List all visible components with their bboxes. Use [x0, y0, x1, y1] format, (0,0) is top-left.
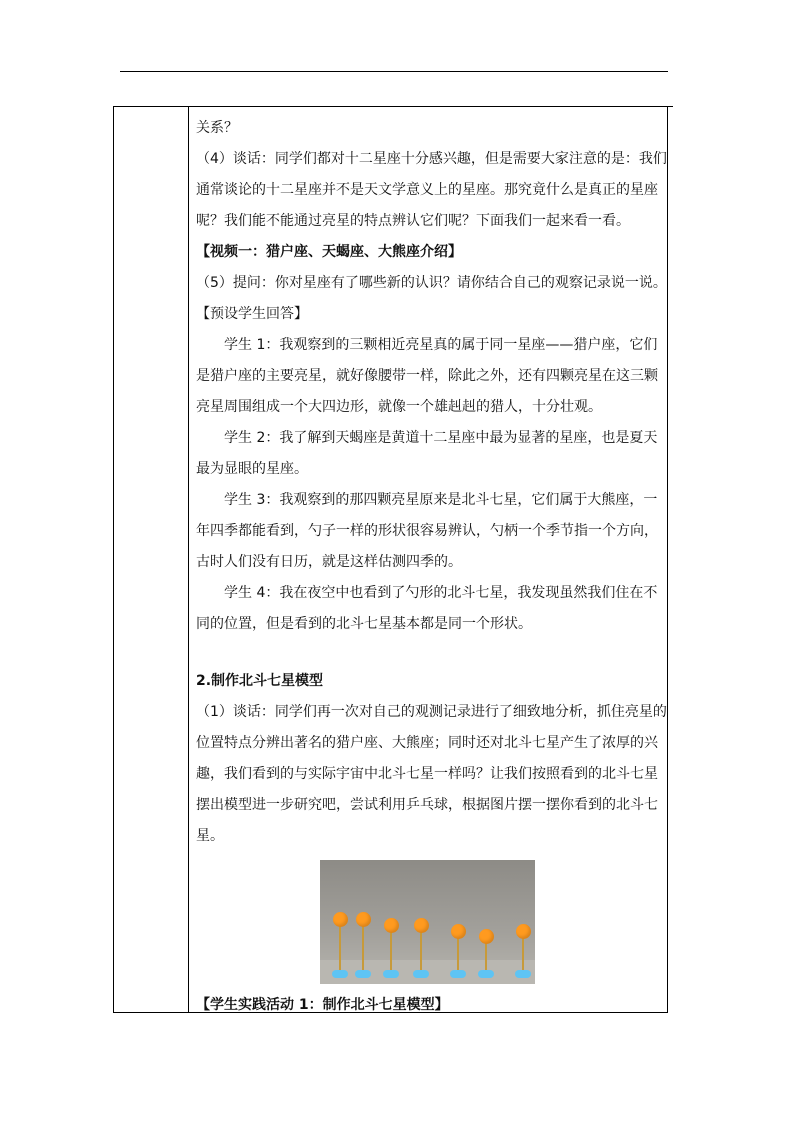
text-line: 是猎户座的主要亮星，就好像腰带一样，除此之外，还有四颗亮星在这三颗 [196, 368, 658, 384]
ping-pong-ball [356, 912, 371, 927]
model-base [332, 970, 348, 978]
content-cell [196, 113, 667, 1021]
ping-pong-ball [451, 924, 466, 939]
text-line: 同的位置，但是看到的北斗七星基本都是同一个形状。 [196, 616, 532, 632]
ping-pong-ball [333, 912, 348, 927]
text-line: 关系？ [196, 120, 238, 136]
text-line: 位置特点分辨出著名的猎户座、大熊座；同时还对北斗七星产生了浓厚的兴 [196, 735, 658, 751]
left-column-cell [114, 107, 189, 1012]
text-line: 学生 1：我观察到的三颗相近亮星真的属于同一星座——猎户座，它们 [224, 337, 658, 353]
model-base [478, 970, 494, 978]
activity-heading: 【学生实践活动 1：制作北斗七星模型】 [196, 997, 449, 1013]
model-base [383, 970, 399, 978]
text-line: （5）提问：你对星座有了哪些新的认识？请你结合自己的观察记录说一说。 [196, 275, 667, 291]
text-line: 年四季都能看到，勺子一样的形状很容易辨认，勺柄一个季节指一个方向， [196, 523, 658, 539]
ping-pong-ball [479, 929, 494, 944]
model-stick [390, 932, 392, 972]
big-dipper-model-photo [320, 860, 535, 984]
text-line: 亮星周围组成一个大四边形，就像一个雄赳赳的猎人，十分壮观。 [196, 399, 602, 415]
model-stick [420, 932, 422, 972]
model-base [413, 970, 429, 978]
ping-pong-ball [516, 924, 531, 939]
text-line: 最为显眼的星座。 [196, 461, 308, 477]
ping-pong-ball [384, 918, 399, 933]
model-base [355, 970, 371, 978]
text-line: 星。 [196, 828, 224, 844]
text-line: 呢？我们能不能通过亮星的特点辨认它们呢？下面我们一起来看一看。 [196, 213, 630, 229]
model-base [450, 970, 466, 978]
text-line: 趣，我们看到的与实际宇宙中北斗七星一样吗？让我们按照看到的北斗七星 [196, 766, 658, 782]
model-stick [485, 943, 487, 972]
ping-pong-ball [414, 918, 429, 933]
model-stick [362, 926, 364, 972]
text-line: 摆出模型进一步研究吧，尝试利用乒乓球，根据图片摆一摆你看到的北斗七 [196, 797, 658, 813]
text-line: 通常谈论的十二星座并不是天文学意义上的星座。那究竟什么是真正的星座 [196, 182, 658, 198]
model-stick [457, 938, 459, 972]
text-line: 【预设学生回答】 [196, 306, 308, 322]
text-line: 学生 2：我了解到天蝎座是黄道十二星座中最为显著的星座，也是夏天 [224, 430, 658, 446]
model-base [515, 970, 531, 978]
text-line: 学生 3：我观察到的那四颗亮星原来是北斗七星，它们属于大熊座，一 [224, 492, 658, 508]
lesson-table [113, 106, 668, 1013]
text-line: 学生 4：我在夜空中也看到了勺形的北斗七星，我发现虽然我们住在不 [224, 585, 658, 601]
model-stick [339, 926, 341, 972]
section-heading: 2.制作北斗七星模型 [196, 673, 324, 689]
text-line: （4）谈话：同学们都对十二星座十分感兴趣，但是需要大家注意的是：我们 [196, 151, 667, 167]
model-stick [522, 938, 524, 972]
video-heading: 【视频一：猎户座、天蝎座、大熊座介绍】 [196, 244, 462, 260]
header-rule [120, 71, 668, 72]
text-line: 古时人们没有日历，就是这样估测四季的。 [196, 554, 462, 570]
text-line: （1）谈话：同学们再一次对自己的观测记录进行了细致地分析，抓住亮星的 [196, 704, 667, 720]
